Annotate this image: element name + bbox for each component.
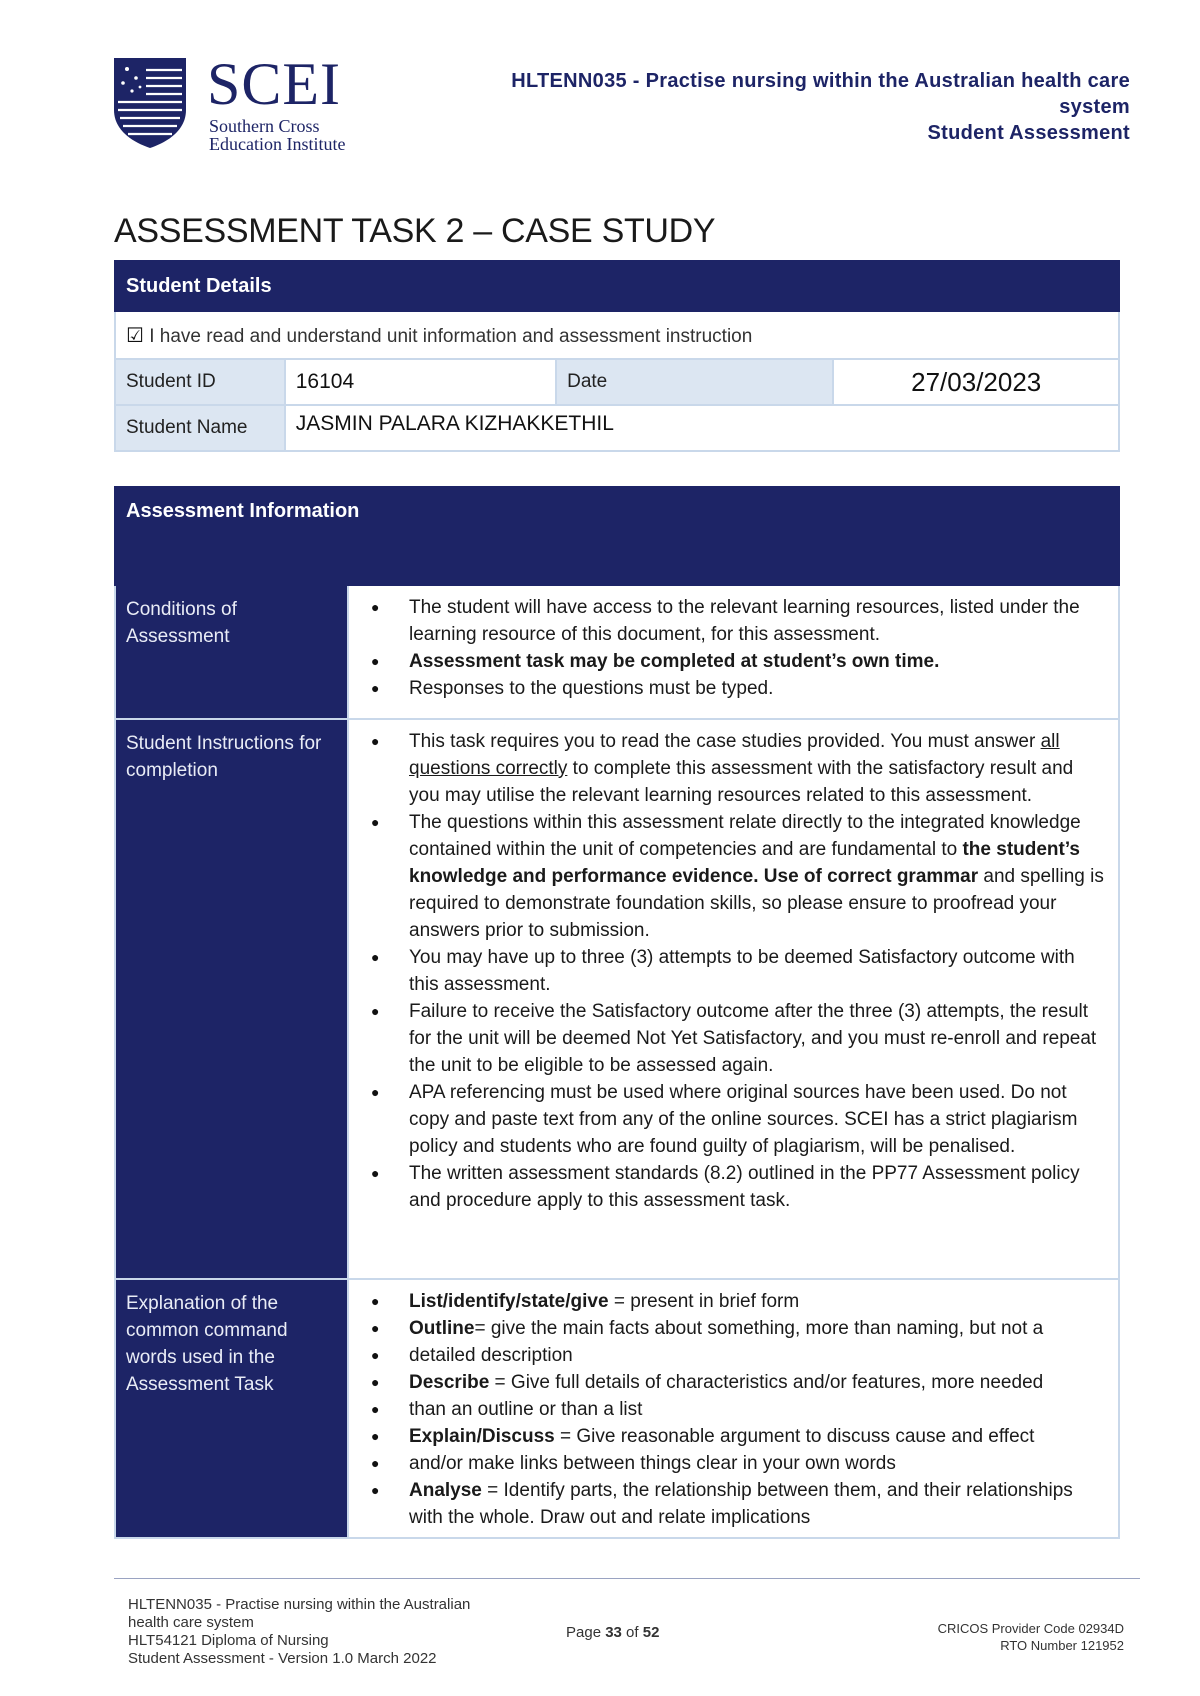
command-def: = Identify parts, the relationship between them, and their relationships with the whole. Draw out and relate implications — [409, 1480, 1073, 1528]
instruction-1-b: to complete this assessment with the satisfactory result and you may utilise the relevant learning resources related to this assessment. — [409, 758, 1074, 806]
student-details-heading: Student Details — [115, 261, 1119, 311]
cricos-code: CRICOS Provider Code 02934D — [937, 1621, 1124, 1636]
student-name-label: Student Name — [115, 405, 285, 451]
footer-line-3: HLT54121 Diploma of Nursing — [128, 1632, 329, 1649]
declaration-row — [115, 311, 1119, 359]
list-item: ● detailed description — [359, 1342, 1108, 1369]
student-id-label: Student ID — [115, 359, 285, 405]
student-id-row — [115, 359, 1119, 405]
instructions-label: Student Instructions for completion — [115, 719, 348, 1279]
list-item — [359, 1477, 1108, 1531]
list-item: ● Responses to the questions must be typed. — [359, 675, 1108, 702]
list-item — [359, 1369, 1108, 1396]
instructions-body — [348, 719, 1119, 1279]
list-item: ● than an outline or than a list — [359, 1396, 1108, 1423]
instruction-2-b: and spelling is required to demonstrate foundation skills, so please ensure to proofread your answers prior to submission. — [409, 866, 1104, 941]
instruction-1-underlined: all questions correctly — [409, 731, 1060, 779]
student-details-table — [114, 260, 1120, 452]
list-item: ● Assessment task may be completed at student’s own time. — [359, 648, 1108, 675]
commands-row — [115, 1279, 1119, 1538]
list-item — [359, 1423, 1108, 1450]
page-of: of — [621, 1624, 643, 1641]
list-item — [359, 1315, 1108, 1342]
command-term: Analyse — [409, 1480, 482, 1501]
shield-icon — [112, 56, 188, 150]
date-label: Date — [556, 359, 833, 405]
command-term: List/identify/state/give — [409, 1291, 609, 1312]
command-def: = give the main facts about something, more than naming, but not a — [474, 1318, 1044, 1339]
list-item — [359, 1288, 1108, 1315]
list-item: ● APA referencing must be used where original sources have been used. Do not copy and paste text from any of the online sources. SCEI has a strict plagiarism policy and students who are found guilty of plagiarism, will be penalised. — [359, 1079, 1108, 1160]
assessment-info-header-row — [115, 487, 1119, 585]
page-number — [566, 1624, 659, 1641]
page-current: 33 — [605, 1624, 622, 1641]
student-id-field[interactable]: 16104 — [285, 359, 556, 405]
footer-line-1: HLTENN035 - Practise nursing within the Australian — [128, 1596, 471, 1613]
command-term: Explain/Discuss — [409, 1426, 555, 1447]
page-title: ASSESSMENT TASK 2 – CASE STUDY — [114, 212, 716, 250]
student-details-header-row — [115, 261, 1119, 311]
list-item — [359, 728, 1108, 809]
footer-unit-info — [128, 1596, 470, 1668]
conditions-label: Conditions of Assessment — [115, 585, 348, 719]
command-term: Outline — [409, 1318, 475, 1339]
conditions-body — [348, 585, 1119, 719]
assessment-info-heading: Assessment Information — [115, 487, 1119, 585]
list-item: ● and/or make links between things clear in your own words — [359, 1450, 1108, 1477]
conditions-row — [115, 585, 1119, 719]
instructions-row — [115, 719, 1119, 1279]
scei-logo — [112, 51, 382, 154]
footer-divider — [114, 1578, 1140, 1579]
list-item: ● You may have up to three (3) attempts to be deemed Satisfactory outcome with this assessment. — [359, 944, 1108, 998]
header-unit-title-2: system — [1059, 96, 1130, 118]
footer-provider-info — [938, 1620, 1124, 1654]
declaration-text: I have read and understand unit information and assessment instruction — [149, 325, 753, 347]
command-term: Describe — [409, 1372, 490, 1393]
student-name-row — [115, 405, 1119, 451]
footer-line-2: health care system — [128, 1614, 254, 1631]
header-unit-title-1: HLTENN035 - Practise nursing within the Australian health care — [511, 70, 1130, 92]
page-prefix: Page — [566, 1624, 606, 1641]
commands-label: Explanation of the common command words used in the Assessment Task — [115, 1279, 348, 1538]
assessment-info-table — [114, 486, 1120, 1539]
declaration-cell — [115, 311, 1119, 359]
list-item: ● The student will have access to the relevant learning resources, listed under the learning resource of this document, for this assessment. — [359, 594, 1108, 648]
header-unit-info — [430, 68, 1130, 146]
page-total: 52 — [642, 1624, 660, 1641]
date-field[interactable]: 27/03/2023 — [833, 359, 1119, 405]
command-def: = Give reasonable argument to discuss cause and effect — [554, 1426, 1035, 1447]
student-name-field[interactable]: JASMIN PALARA KIZHAKKETHIL — [285, 405, 1119, 451]
command-def: = Give full details of characteristics and/or features, more needed — [489, 1372, 1044, 1393]
command-def: = present in brief form — [608, 1291, 800, 1312]
instruction-2-bold: the student’s knowledge and performance evidence. Use of correct grammar — [409, 839, 1080, 887]
commands-body — [348, 1279, 1119, 1538]
declaration-checkbox[interactable]: ☑ — [126, 324, 144, 347]
list-item: ● The written assessment standards (8.2) outlined in the PP77 Assessment policy and procedure apply to this assessment task. — [359, 1160, 1108, 1214]
list-item — [359, 809, 1108, 944]
logo-line-1: Southern Cross — [209, 116, 320, 136]
instruction-2-a: The questions within this assessment relate directly to the integrated knowledge contained within the unit of competencies and are fundamental to — [409, 812, 1081, 860]
list-item: ● Failure to receive the Satisfactory outcome after the three (3) attempts, the result for the unit will be deemed Not Yet Satisfactory, and you must re-enroll and repeat the unit to be eligible to be assessed again. — [359, 998, 1108, 1079]
footer-line-4: Student Assessment - Version 1.0 March 2022 — [128, 1650, 437, 1667]
header-doc-type: Student Assessment — [927, 122, 1130, 144]
instruction-1-a: This task requires you to read the case studies provided. You must answer — [409, 731, 1041, 752]
logo-line-2: Education Institute — [209, 134, 346, 154]
rto-number: RTO Number 121952 — [1000, 1638, 1124, 1653]
logo-acronym: SCEI — [207, 51, 342, 117]
